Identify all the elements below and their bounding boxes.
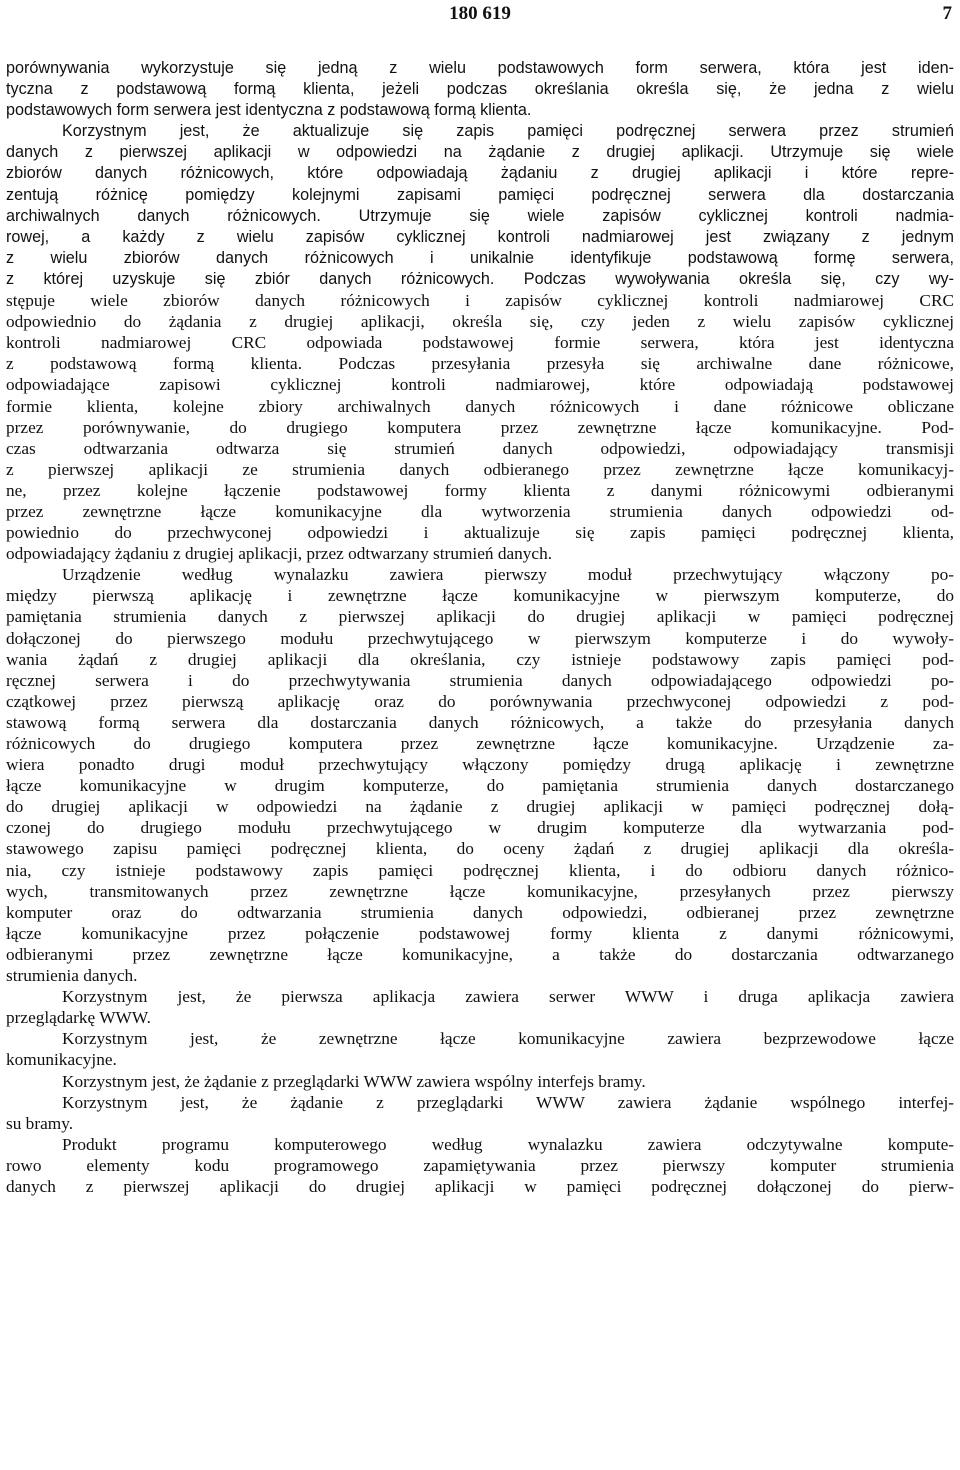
- text-line: do drugiej aplikacji w odpowiedzi na żądanie z drugiej aplikacji w pamięci podręcznej dołą-: [6, 797, 954, 817]
- page-header: [0, 3, 960, 27]
- text-line: ręcznej serwera i do przechwytywania strumienia danych odpowiadającego odpowiedzi po-: [6, 670, 954, 690]
- text-line: różnicowych do drugiego komputera przez zewnętrzne łącze komunikacyjne. Urządzenie za-: [6, 734, 954, 753]
- text-line: danych z pierwszej aplikacji w odpowiedzi na żądanie z drugiej aplikacji. Utrzymuje się wiele: [6, 143, 954, 162]
- text-line: rowo elementy kodu programowego zapamiętywania przez pierwszy komputer strumienia: [6, 1155, 954, 1175]
- text-line: ne, przez kolejne łączenie podstawowej formy klienta z danymi różnicowymi odbieranymi: [6, 480, 954, 500]
- text-line: archiwalnych danych różnicowych. Utrzymuje się wiele zapisów cyklicznej kontroli nadmia-: [6, 206, 954, 225]
- body-text: [6, 58, 954, 1197]
- patent-number: 180 619: [449, 3, 511, 24]
- text-line: wania żądań z drugiej aplikacji dla określania, czy istnieje podstawowy zapis pamięci pod-: [6, 649, 954, 669]
- text-line: Produkt programu komputerowego według wynalazku zawiera odczytywalne kompute-: [62, 1134, 954, 1154]
- text-line: odpowiadające zapisowi cyklicznej kontroli nadmiarowej, które odpowiadają podstawowej: [6, 375, 954, 395]
- text-line: stępuje wiele zbiorów danych różnicowych i zapisów cyklicznej kontroli nadmiarowej CRC: [6, 291, 954, 311]
- text-line: Korzystnym jest, że żądanie z przeglądarki WWW zawiera wspólny interfejs bramy.: [62, 1071, 646, 1091]
- text-line: Korzystnym jest, że zewnętrzne łącze komunikacyjne zawiera bezprzewodowe łącze: [62, 1029, 954, 1049]
- text-line: z pierwszej aplikacji ze strumienia danych odbieranego przez zewnętrzne łącze komunikacyj-: [6, 459, 954, 479]
- text-line: czas odtwarzania odtwarza się strumień danych odpowiedzi, odpowiadający transmisji: [6, 438, 954, 458]
- text-line: porównywania wykorzystuje się jedną z wielu podstawowych form serwera, która jest iden-: [6, 59, 954, 77]
- text-line: powiednio do przechwyconej odpowiedzi i aktualizuje się zapis pamięci podręcznej klienta,: [6, 523, 954, 543]
- text-line: kontroli nadmiarowej CRC odpowiada podstawowej formie serwera, która jest identyczna: [6, 333, 954, 353]
- text-line: odbieranymi przez zewnętrzne łącze komunikacyjne, a także do dostarczania odtwarzanego: [6, 944, 954, 964]
- text-line: Korzystnym jest, że żądanie z przeglądarki WWW zawiera żądanie wspólnego interfej-: [62, 1092, 954, 1112]
- text-line: z podstawową formą klienta. Podczas przesyłania przesyła się archiwalne dane różnicowe,: [6, 354, 954, 374]
- text-line: rowej, a każdy z wielu zapisów cyklicznej kontroli nadmiarowej jest związany z jednym: [6, 227, 954, 246]
- text-line: czonej do drugiego modułu przechwytującego w drugim komputerze dla wytwarzania pod-: [6, 818, 954, 838]
- text-line: przeglądarkę WWW.: [6, 1008, 151, 1028]
- text-line: danych z pierwszej aplikacji do drugiej aplikacji w pamięci podręcznej dołączonej do pierw-: [6, 1176, 954, 1196]
- text-line: z której uzyskuje się zbiór danych różnicowych. Podczas wywoływania określa się, czy wy-: [6, 269, 954, 288]
- text-line: przez zewnętrzne łącze komunikacyjne dla wytworzenia strumienia danych odpowiedzi od-: [6, 501, 954, 521]
- text-line: nia, czy istnieje podstawowy zapis pamięci podręcznej klienta, i do odbioru danych różnico-: [6, 860, 954, 880]
- text-line: odpowiednio do żądania z drugiej aplikacji, określa się, czy jeden z wielu zapisów cyklicznej: [6, 312, 954, 332]
- text-line: Korzystnym jest, że aktualizuje się zapis pamięci podręcznej serwera przez strumień: [62, 122, 954, 141]
- page-number: 7: [942, 3, 952, 24]
- text-line: łącze komunikacyjne w drugim komputerze, do pamiętania strumienia danych dostarczanego: [6, 776, 954, 796]
- text-line: Urządzenie według wynalazku zawiera pierwszy moduł przechwytujący włączony po-: [62, 565, 954, 585]
- text-line: zentują różnicę pomiędzy kolejnymi zapisami pamięci podręcznej serwera dla dostarczania: [6, 185, 954, 204]
- text-line: łącze komunikacyjne przez połączenie podstawowej formy klienta z danymi różnicowymi,: [6, 923, 954, 943]
- text-line: między pierwszą aplikację i zewnętrzne łącze komunikacyjne w pierwszym komputerze, do: [6, 586, 954, 606]
- text-line: pamiętania strumienia danych z pierwszej aplikacji do drugiej aplikacji w pamięci podręcznej: [6, 607, 954, 627]
- text-line: czątkowej przez pierwszą aplikację oraz do porównywania przechwyconej odpowiedzi z pod-: [6, 691, 954, 711]
- text-line: komunikacyjne.: [6, 1050, 117, 1070]
- text-line: zbiorów danych różnicowych, które odpowiadają żądaniu z drugiej aplikacji i które repre-: [6, 164, 954, 183]
- text-line: komputer oraz do odtwarzania strumienia danych odpowiedzi, odbieranej przez zewnętrzne: [6, 902, 954, 922]
- text-line: stawowego zapisu pamięci podręcznej klienta, do oceny żądań z drugiej aplikacji dla określa-: [6, 839, 954, 859]
- text-line: przez porównywanie, do drugiego komputera przez zewnętrzne łącze komunikacyjne. Pod-: [6, 417, 954, 437]
- text-line: odpowiadający żądaniu z drugiej aplikacji, przez odtwarzany strumień danych.: [6, 544, 553, 564]
- text-line: tyczna z podstawową formą klienta, jeżeli podczas określania określa się, że jedna z wielu: [6, 80, 954, 99]
- text-line: podstawowych form serwera jest identyczna z podstawową formą klienta.: [6, 101, 532, 120]
- text-line: wych, transmitowanych przez zewnętrzne łącze komunikacyjne, przesyłanych przez pierwszy: [6, 881, 954, 901]
- text-line: dołączonej do pierwszego modułu przechwytującego w pierwszym komputerze i do wywoły-: [6, 628, 954, 648]
- text-line: formie klienta, kolejne zbiory archiwalnych danych różnicowych i dane różnicowe obliczane: [6, 396, 954, 416]
- text-line: strumienia danych.: [6, 966, 138, 986]
- text-line: wiera ponadto drugi moduł przechwytujący włączony pomiędzy drugą aplikację i zewnętrzne: [6, 755, 954, 775]
- text-line: stawową formą serwera dla dostarczania danych różnicowych, a także do przesyłania danych: [6, 712, 954, 732]
- text-line: su bramy.: [6, 1113, 74, 1133]
- text-line: Korzystnym jest, że pierwsza aplikacja zawiera serwer WWW i druga aplikacja zawiera: [62, 987, 954, 1007]
- text-line: z wielu zbiorów danych różnicowych i unikalnie identyfikuje podstawową formę serwera,: [6, 248, 954, 267]
